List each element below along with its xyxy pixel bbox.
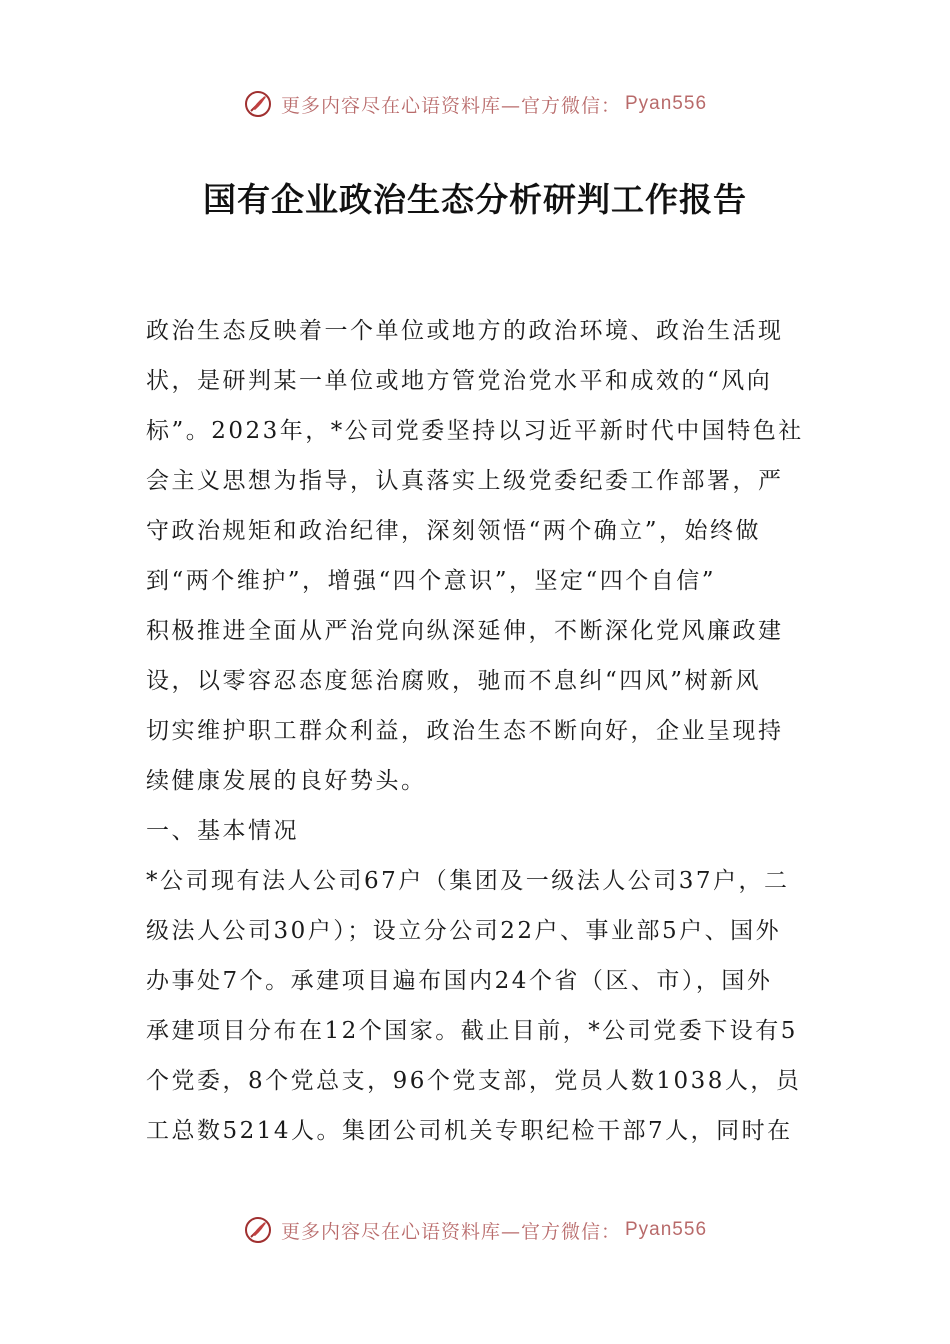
text-line: 标”。2023年，*公司党委坚持以习近平新时代中国特色社 [146,418,804,444]
text-line: 守政治规矩和政治纪律，深刻领悟“两个确立”，始终做 [146,518,762,544]
text-line: 切实维护职工群众利益，政治生态不断向好，企业呈现持 [146,718,784,744]
watermark-wechat-id: Pyan556 [625,1219,708,1240]
quill-logo-icon [243,1215,273,1245]
text-line: *公司现有法人公司67户（集团及一级法人公司37户，二 [146,868,790,894]
text-line: 续健康发展的良好势头。 [146,768,427,794]
quill-logo-icon [243,89,273,119]
header-watermark [0,84,950,124]
watermark-wechat-id: Pyan556 [625,93,708,114]
text-line: 个党委，8个党总支，96个党支部，党员人数1038人，员 [146,1068,802,1094]
text-line: 积极推进全面从严治党向纵深延伸，不断深化党风廉政建 [146,618,784,644]
text-line: 政治生态反映着一个单位或地方的政治环境、政治生活现 [146,318,784,344]
watermark-text: 更多内容尽在心语资料库—官方微信： [280,94,621,117]
text-line: 状，是研判某一单位或地方管党治党水平和成效的“风向 [146,368,773,394]
text-line: 办事处7个。承建项目遍布国内24个省（区、市），国外 [146,968,773,994]
document-title: 国有企业政治生态分析研判工作报告 [203,180,747,219]
text-line: 承建项目分布在12个国家。截止目前，*公司党委下设有5 [146,1018,798,1044]
paragraph-basic-situation [146,856,806,1156]
text-line: 设，以零容忍态度惩治腐败，驰而不息纠“四风”树新风 [146,668,762,694]
text-line: 到“两个维护”，增强“四个意识”，坚定“四个自信” [146,568,717,594]
document-body [146,306,806,1156]
text-line: 级法人公司30户）；设立分公司22户、事业部5户、国外 [146,918,782,944]
paragraph-intro [146,306,806,806]
section-heading-basic-situation [146,806,806,856]
footer-watermark [0,1210,950,1250]
section-heading: 一、基本情况 [146,818,299,844]
watermark-text: 更多内容尽在心语资料库—官方微信： [280,1220,621,1243]
text-line: 会主义思想为指导，认真落实上级党委纪委工作部署，严 [146,468,784,494]
text-line: 工总数5214人。集团公司机关专职纪检干部7人，同时在 [146,1118,793,1144]
